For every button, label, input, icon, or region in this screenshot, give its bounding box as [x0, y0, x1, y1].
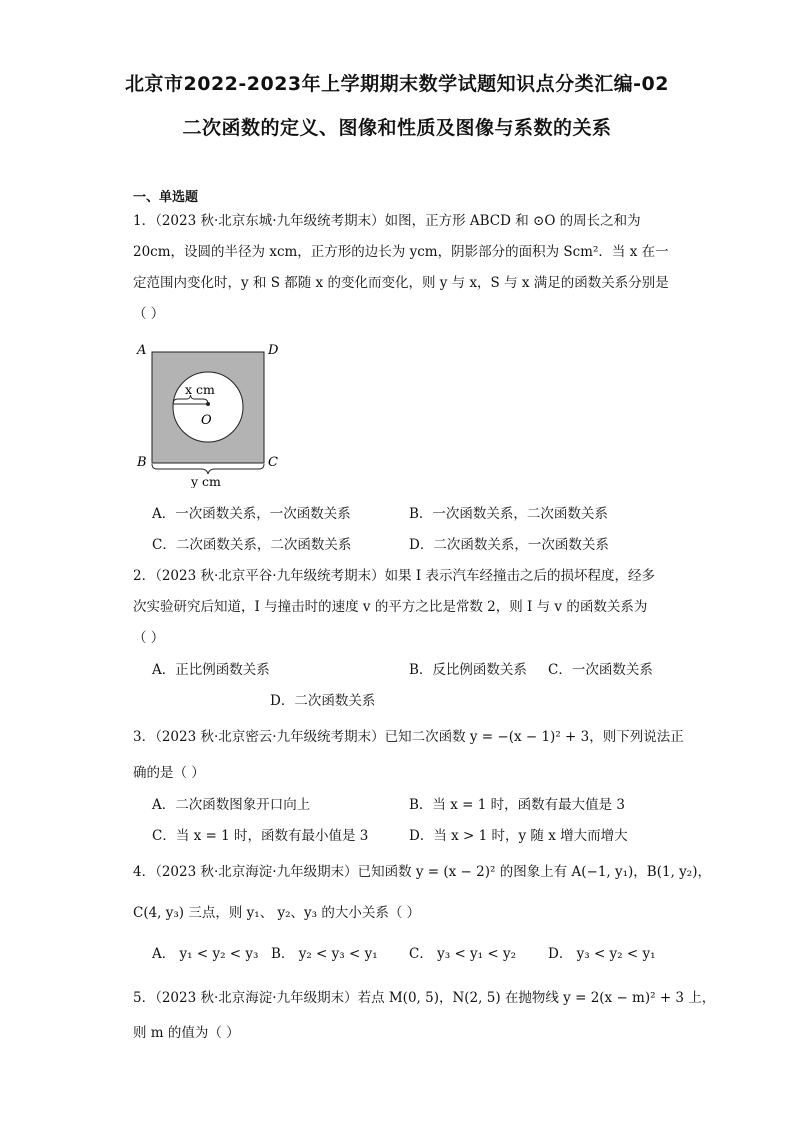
label-d: D — [268, 343, 279, 358]
q3-option-c[interactable]: C．当 x = 1 时，函数有最小值是 3 — [152, 828, 369, 844]
section-heading: 一、单选题 — [133, 190, 199, 205]
q3-option-d[interactable]: D．当 x > 1 时，y 随 x 增大而增大 — [409, 828, 628, 844]
q4-stem-line2: C(4, y₃) 三点，则 y₁、 y₂、y₃ 的大小关系（ ） — [133, 905, 421, 921]
q1-stem-line1: 1．（2023 秋·北京东城·九年级统考期末）如图，正方形 ABCD 和 ⊙O 的周长之和为 — [133, 213, 641, 229]
q1-option-b[interactable]: B．一次函数关系，二次函数关系 — [409, 506, 608, 522]
label-y-cm: y cm — [191, 474, 221, 488]
q1-option-a[interactable]: A．一次函数关系，一次函数关系 — [152, 506, 351, 522]
q4-option-c[interactable]: C． y₃ < y₁ < y₂ — [409, 946, 517, 962]
q4-stem-line1: 4．（2023 秋·北京海淀·九年级期末）已知函数 y = (x − 2)² 的图象上有 A(−1, y₁)，B(1, y₂)， — [133, 864, 711, 880]
q5-stem-line1: 5．（2023 秋·北京海淀·九年级期末）若点 M(0, 5)，N(2, 5) 在抛物线 y = 2(x − m)² + 3 上， — [133, 990, 716, 1006]
q2-stem-line1: 2．（2023 秋·北京平谷·九年级统考期末）如果 I 表示汽车经撞击之后的损坏程度，经多 — [133, 568, 655, 584]
q3-option-b[interactable]: B．当 x = 1 时，函数有最大值是 3 — [409, 797, 625, 813]
side-brace — [152, 464, 264, 474]
q1-stem-line3: 定范围内变化时，y 和 S 都随 x 的变化而变化，则 y 与 x，S 与 x 满足的函数关系分别是 — [133, 275, 669, 291]
q1-stem-line4: （ ） — [133, 306, 165, 322]
q4-option-b[interactable]: B． y₂ < y₃ < y₁ — [271, 946, 378, 962]
q2-option-a[interactable]: A．正比例函数关系 — [152, 662, 270, 678]
q4-option-d[interactable]: D． y₃ < y₂ < y₁ — [548, 946, 656, 962]
q3-stem-line2: 确的是（ ） — [133, 765, 205, 781]
q2-stem-line2: 次实验研究后知道，I 与撞击时的速度 v 的平方之比是常数 2，则 I 与 v 的函数关系为 — [133, 599, 648, 615]
q2-option-b[interactable]: B．反比例函数关系 — [409, 662, 527, 678]
document-title-line2: 二次函数的定义、图像和性质及图像与系数的关系 — [182, 117, 612, 139]
document-title-line1: 北京市2022-2023年上学期期末数学试题知识点分类汇编-02 — [125, 73, 669, 95]
label-c: C — [268, 455, 278, 470]
q1-stem-line2: 20cm，设圆的半径为 xcm，正方形的边长为 ycm，阴影部分的面积为 Scm²．当 x 在一 — [133, 244, 669, 260]
q3-stem-line1: 3．（2023 秋·北京密云·九年级统考期末）已知二次函数 y = −(x − 1)² + 3，则下列说法正 — [133, 729, 684, 745]
label-o: O — [201, 413, 212, 428]
q1-option-c[interactable]: C．二次函数关系，二次函数关系 — [152, 537, 352, 553]
q2-option-c[interactable]: C．一次函数关系 — [548, 662, 653, 678]
q3-option-a[interactable]: A．二次函数图象开口向上 — [152, 797, 311, 813]
label-b: B — [137, 455, 147, 470]
label-x-cm: x cm — [185, 382, 215, 397]
q2-stem-line3: （ ） — [133, 630, 165, 646]
q4-option-a[interactable]: A． y₁ < y₂ < y₃ — [152, 946, 259, 962]
square-circle-figure — [133, 336, 293, 488]
q2-option-d[interactable]: D．二次函数关系 — [270, 693, 376, 709]
label-a: A — [137, 343, 147, 358]
q1-option-d[interactable]: D．二次函数关系，一次函数关系 — [409, 537, 609, 553]
q5-stem-line2: 则 m 的值为（ ） — [133, 1025, 240, 1041]
